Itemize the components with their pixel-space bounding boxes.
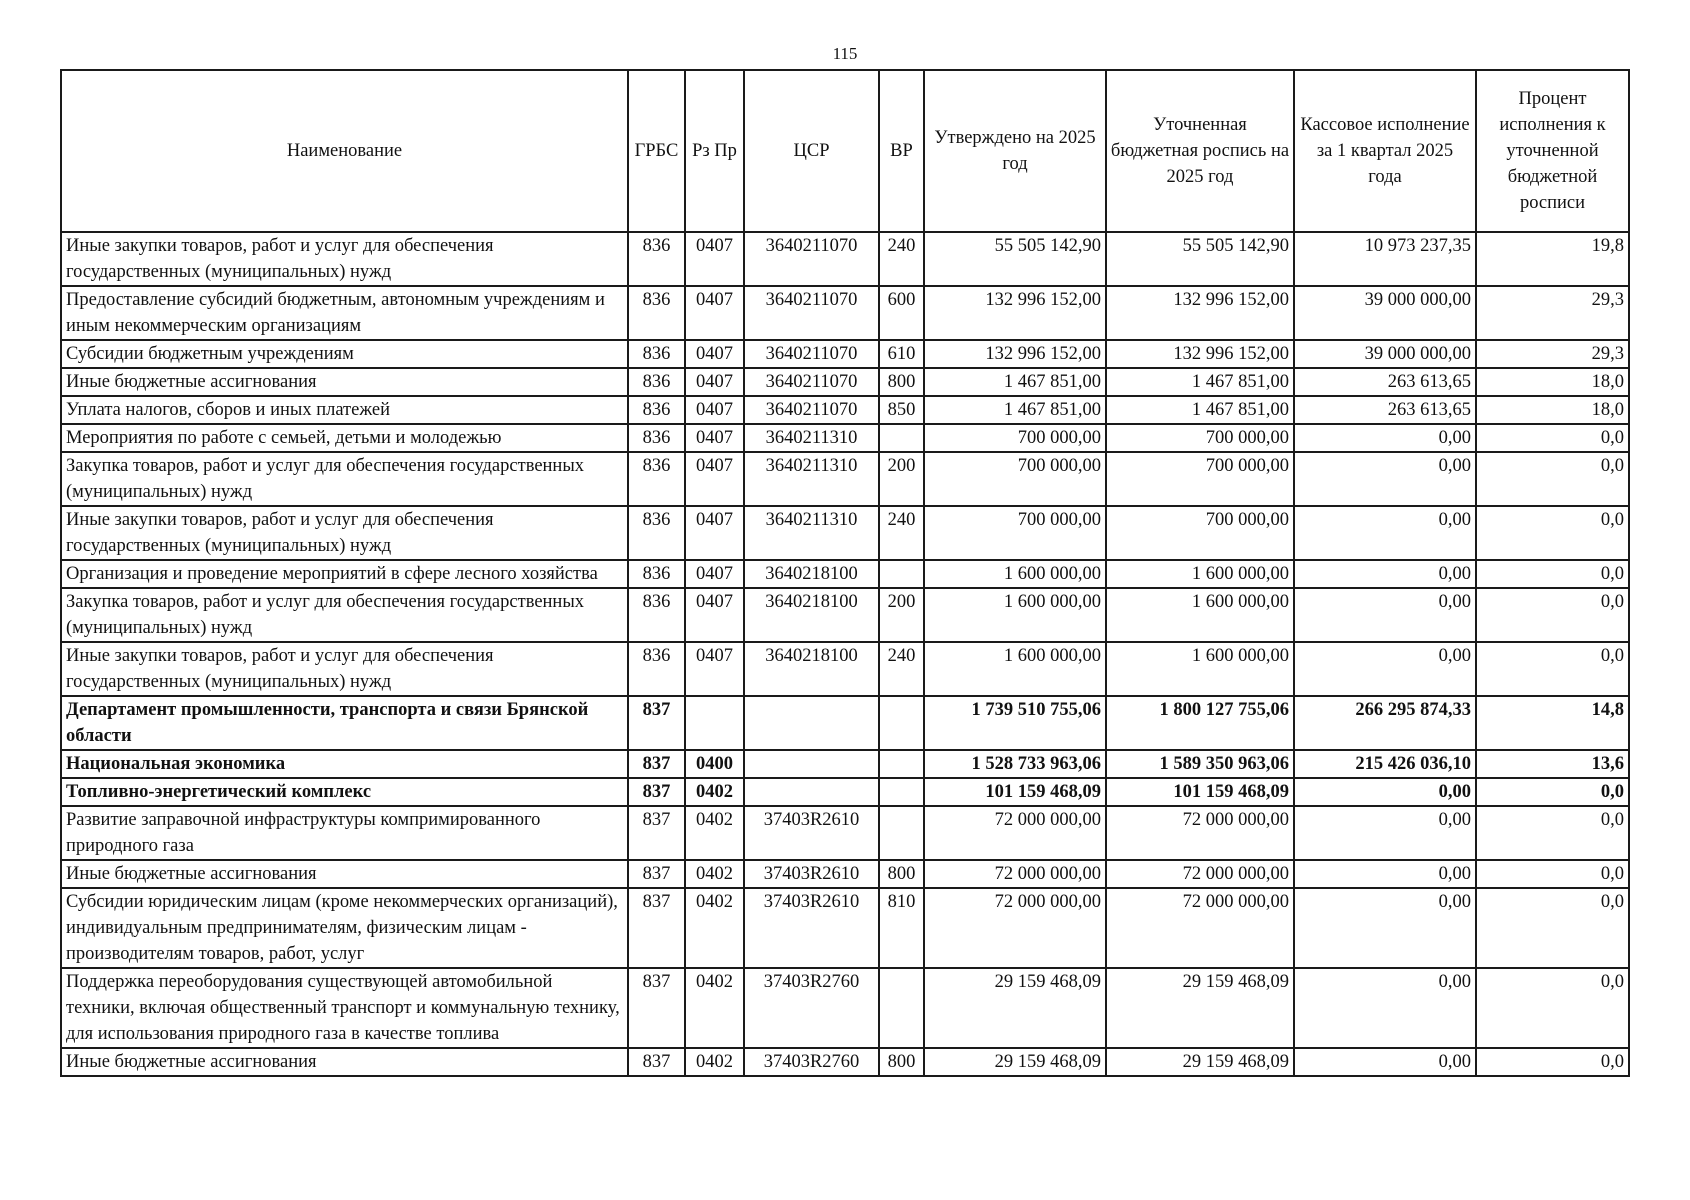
cell-name: Иные бюджетные ассигнования: [61, 1048, 628, 1076]
cell-vr: [879, 424, 924, 452]
cell-rzpr: 0402: [685, 806, 744, 860]
table-row: [61, 1048, 1629, 1076]
cell-refined: 700 000,00: [1106, 424, 1294, 452]
cell-rzpr: 0407: [685, 286, 744, 340]
table-row: [61, 368, 1629, 396]
cell-cash: 0,00: [1294, 1048, 1476, 1076]
cell-refined: 29 159 468,09: [1106, 1048, 1294, 1076]
cell-grbs: 837: [628, 806, 685, 860]
cell-cash: 263 613,65: [1294, 368, 1476, 396]
table-header-row: [61, 70, 1629, 232]
cell-name: Уплата налогов, сборов и иных платежей: [61, 396, 628, 424]
cell-cash: 39 000 000,00: [1294, 340, 1476, 368]
cell-csr: 3640211070: [744, 368, 879, 396]
table-row: [61, 424, 1629, 452]
table-row: [61, 232, 1629, 286]
cell-name: Поддержка переоборудования существующей автомобильной техники, включая общественный транспорт и коммунальную технику, для использования природного газа в качестве топлива: [61, 968, 628, 1048]
cell-grbs: 837: [628, 1048, 685, 1076]
header-grbs: ГРБС: [628, 70, 685, 232]
cell-name: Национальная экономика: [61, 750, 628, 778]
table-row: [61, 506, 1629, 560]
cell-approved: 72 000 000,00: [924, 806, 1106, 860]
cell-rzpr: 0407: [685, 396, 744, 424]
cell-cash: 10 973 237,35: [1294, 232, 1476, 286]
cell-grbs: 836: [628, 368, 685, 396]
header-percent: Процент исполнения к уточненной бюджетной росписи: [1476, 70, 1629, 232]
cell-rzpr: 0407: [685, 560, 744, 588]
cell-percent: 0,0: [1476, 588, 1629, 642]
table-row: [61, 860, 1629, 888]
cell-vr: 800: [879, 368, 924, 396]
cell-rzpr: 0402: [685, 1048, 744, 1076]
cell-vr: 240: [879, 232, 924, 286]
cell-grbs: 837: [628, 778, 685, 806]
cell-cash: 0,00: [1294, 506, 1476, 560]
cell-refined: 1 600 000,00: [1106, 642, 1294, 696]
cell-percent: 0,0: [1476, 560, 1629, 588]
cell-percent: 0,0: [1476, 452, 1629, 506]
table-row: [61, 286, 1629, 340]
cell-percent: 0,0: [1476, 642, 1629, 696]
cell-csr: [744, 696, 879, 750]
cell-csr: 37403R2610: [744, 888, 879, 968]
cell-percent: 0,0: [1476, 888, 1629, 968]
cell-rzpr: 0402: [685, 778, 744, 806]
cell-csr: 3640211070: [744, 340, 879, 368]
cell-percent: 29,3: [1476, 286, 1629, 340]
cell-approved: 29 159 468,09: [924, 1048, 1106, 1076]
cell-refined: 700 000,00: [1106, 452, 1294, 506]
table-row: [61, 888, 1629, 968]
cell-csr: 3640211310: [744, 424, 879, 452]
cell-refined: 1 600 000,00: [1106, 588, 1294, 642]
cell-vr: [879, 750, 924, 778]
cell-grbs: 836: [628, 588, 685, 642]
cell-csr: 3640218100: [744, 560, 879, 588]
cell-approved: 700 000,00: [924, 452, 1106, 506]
cell-percent: 29,3: [1476, 340, 1629, 368]
cell-rzpr: 0407: [685, 424, 744, 452]
cell-grbs: 836: [628, 340, 685, 368]
table-row: [61, 560, 1629, 588]
table-row: [61, 588, 1629, 642]
cell-refined: 1 600 000,00: [1106, 560, 1294, 588]
table-row: [61, 778, 1629, 806]
cell-csr: 37403R2760: [744, 1048, 879, 1076]
cell-refined: 132 996 152,00: [1106, 286, 1294, 340]
cell-percent: 0,0: [1476, 968, 1629, 1048]
cell-rzpr: 0402: [685, 968, 744, 1048]
cell-cash: 0,00: [1294, 424, 1476, 452]
cell-approved: 101 159 468,09: [924, 778, 1106, 806]
cell-vr: 240: [879, 642, 924, 696]
cell-cash: 0,00: [1294, 778, 1476, 806]
cell-name: Субсидии юридическим лицам (кроме некоммерческих организаций), индивидуальным предпринимателям, физическим лицам - производителям товаров, работ, услуг: [61, 888, 628, 968]
cell-cash: 215 426 036,10: [1294, 750, 1476, 778]
cell-approved: 1 739 510 755,06: [924, 696, 1106, 750]
cell-rzpr: 0407: [685, 642, 744, 696]
cell-vr: 200: [879, 452, 924, 506]
cell-vr: 800: [879, 860, 924, 888]
cell-rzpr: 0407: [685, 452, 744, 506]
cell-vr: [879, 560, 924, 588]
cell-cash: 0,00: [1294, 968, 1476, 1048]
cell-vr: 610: [879, 340, 924, 368]
cell-csr: 3640211310: [744, 506, 879, 560]
cell-cash: 0,00: [1294, 860, 1476, 888]
cell-grbs: 837: [628, 860, 685, 888]
cell-csr: 37403R2610: [744, 806, 879, 860]
cell-grbs: 836: [628, 506, 685, 560]
cell-percent: 0,0: [1476, 506, 1629, 560]
table-row: [61, 806, 1629, 860]
cell-refined: 72 000 000,00: [1106, 860, 1294, 888]
cell-vr: 240: [879, 506, 924, 560]
header-refined: Уточненная бюджетная роспись на 2025 год: [1106, 70, 1294, 232]
cell-approved: 1 600 000,00: [924, 588, 1106, 642]
cell-grbs: 836: [628, 286, 685, 340]
cell-refined: 1 589 350 963,06: [1106, 750, 1294, 778]
cell-refined: 1 467 851,00: [1106, 368, 1294, 396]
cell-name: Иные бюджетные ассигнования: [61, 368, 628, 396]
cell-name: Иные бюджетные ассигнования: [61, 860, 628, 888]
cell-vr: [879, 778, 924, 806]
cell-approved: 700 000,00: [924, 424, 1106, 452]
cell-grbs: 836: [628, 642, 685, 696]
cell-approved: 55 505 142,90: [924, 232, 1106, 286]
cell-csr: 3640218100: [744, 642, 879, 696]
cell-cash: 0,00: [1294, 560, 1476, 588]
table-row: [61, 968, 1629, 1048]
header-name: Наименование: [61, 70, 628, 232]
cell-percent: 0,0: [1476, 860, 1629, 888]
cell-rzpr: 0407: [685, 232, 744, 286]
cell-vr: 850: [879, 396, 924, 424]
cell-grbs: 836: [628, 560, 685, 588]
cell-approved: 72 000 000,00: [924, 860, 1106, 888]
cell-grbs: 837: [628, 888, 685, 968]
page-number: 115: [832, 44, 858, 63]
header-approved: Утверждено на 2025 год: [924, 70, 1106, 232]
cell-approved: 132 996 152,00: [924, 286, 1106, 340]
cell-name: Субсидии бюджетным учреждениям: [61, 340, 628, 368]
cell-csr: 3640211310: [744, 452, 879, 506]
cell-approved: 29 159 468,09: [924, 968, 1106, 1048]
cell-csr: 3640218100: [744, 588, 879, 642]
cell-approved: 1 600 000,00: [924, 642, 1106, 696]
table-row: [61, 642, 1629, 696]
header-rzpr: Рз Пр: [685, 70, 744, 232]
cell-name: Топливно-энергетический комплекс: [61, 778, 628, 806]
cell-vr: 200: [879, 588, 924, 642]
table-body: [61, 232, 1629, 1076]
table-row: [61, 452, 1629, 506]
cell-refined: 72 000 000,00: [1106, 888, 1294, 968]
header-csr: ЦСР: [744, 70, 879, 232]
cell-approved: 1 467 851,00: [924, 368, 1106, 396]
cell-rzpr: 0407: [685, 588, 744, 642]
cell-vr: [879, 968, 924, 1048]
cell-csr: 3640211070: [744, 286, 879, 340]
cell-name: Организация и проведение мероприятий в сфере лесного хозяйства: [61, 560, 628, 588]
table-row: [61, 696, 1629, 750]
cell-csr: 3640211070: [744, 396, 879, 424]
cell-name: Иные закупки товаров, работ и услуг для обеспечения государственных (муниципальных) нужд: [61, 506, 628, 560]
cell-rzpr: 0402: [685, 860, 744, 888]
cell-percent: 13,6: [1476, 750, 1629, 778]
budget-execution-table: [60, 69, 1630, 1077]
cell-csr: [744, 778, 879, 806]
cell-approved: 1 600 000,00: [924, 560, 1106, 588]
cell-percent: 0,0: [1476, 806, 1629, 860]
cell-name: Департамент промышленности, транспорта и связи Брянской области: [61, 696, 628, 750]
table-row: [61, 340, 1629, 368]
cell-cash: 39 000 000,00: [1294, 286, 1476, 340]
cell-grbs: 837: [628, 696, 685, 750]
cell-vr: 810: [879, 888, 924, 968]
cell-cash: 0,00: [1294, 452, 1476, 506]
cell-approved: 72 000 000,00: [924, 888, 1106, 968]
cell-grbs: 836: [628, 396, 685, 424]
cell-percent: 0,0: [1476, 1048, 1629, 1076]
cell-refined: 72 000 000,00: [1106, 806, 1294, 860]
cell-percent: 18,0: [1476, 368, 1629, 396]
cell-grbs: 836: [628, 424, 685, 452]
cell-csr: 37403R2760: [744, 968, 879, 1048]
cell-cash: 0,00: [1294, 642, 1476, 696]
cell-cash: 0,00: [1294, 888, 1476, 968]
cell-name: Закупка товаров, работ и услуг для обеспечения государственных (муниципальных) нужд: [61, 452, 628, 506]
cell-cash: 0,00: [1294, 806, 1476, 860]
cell-refined: 29 159 468,09: [1106, 968, 1294, 1048]
cell-cash: 0,00: [1294, 588, 1476, 642]
cell-percent: 0,0: [1476, 778, 1629, 806]
cell-rzpr: 0407: [685, 340, 744, 368]
cell-name: Развитие заправочной инфраструктуры компримированного природного газа: [61, 806, 628, 860]
cell-csr: [744, 750, 879, 778]
cell-percent: 19,8: [1476, 232, 1629, 286]
cell-refined: 1 800 127 755,06: [1106, 696, 1294, 750]
cell-csr: 37403R2610: [744, 860, 879, 888]
cell-rzpr: 0402: [685, 888, 744, 968]
cell-percent: 0,0: [1476, 424, 1629, 452]
cell-name: Иные закупки товаров, работ и услуг для обеспечения государственных (муниципальных) нужд: [61, 642, 628, 696]
cell-rzpr: 0407: [685, 506, 744, 560]
cell-percent: 14,8: [1476, 696, 1629, 750]
header-vr: ВР: [879, 70, 924, 232]
cell-refined: 101 159 468,09: [1106, 778, 1294, 806]
cell-name: Мероприятия по работе с семьей, детьми и молодежью: [61, 424, 628, 452]
cell-vr: [879, 806, 924, 860]
cell-name: Закупка товаров, работ и услуг для обеспечения государственных (муниципальных) нужд: [61, 588, 628, 642]
table-row: [61, 396, 1629, 424]
cell-rzpr: 0407: [685, 368, 744, 396]
cell-refined: 700 000,00: [1106, 506, 1294, 560]
cell-csr: 3640211070: [744, 232, 879, 286]
cell-grbs: 836: [628, 452, 685, 506]
cell-vr: 600: [879, 286, 924, 340]
header-cash: Кассовое исполнение за 1 квартал 2025 года: [1294, 70, 1476, 232]
cell-percent: 18,0: [1476, 396, 1629, 424]
cell-grbs: 837: [628, 968, 685, 1048]
cell-vr: 800: [879, 1048, 924, 1076]
cell-refined: 132 996 152,00: [1106, 340, 1294, 368]
cell-grbs: 836: [628, 232, 685, 286]
cell-approved: 132 996 152,00: [924, 340, 1106, 368]
cell-approved: 1 528 733 963,06: [924, 750, 1106, 778]
cell-grbs: 837: [628, 750, 685, 778]
cell-refined: 55 505 142,90: [1106, 232, 1294, 286]
table-row: [61, 750, 1629, 778]
cell-cash: 263 613,65: [1294, 396, 1476, 424]
cell-rzpr: [685, 696, 744, 750]
cell-name: Иные закупки товаров, работ и услуг для обеспечения государственных (муниципальных) нужд: [61, 232, 628, 286]
cell-name: Предоставление субсидий бюджетным, автономным учреждениям и иным некоммерческим организациям: [61, 286, 628, 340]
cell-cash: 266 295 874,33: [1294, 696, 1476, 750]
cell-refined: 1 467 851,00: [1106, 396, 1294, 424]
cell-rzpr: 0400: [685, 750, 744, 778]
cell-approved: 1 467 851,00: [924, 396, 1106, 424]
cell-vr: [879, 696, 924, 750]
cell-approved: 700 000,00: [924, 506, 1106, 560]
